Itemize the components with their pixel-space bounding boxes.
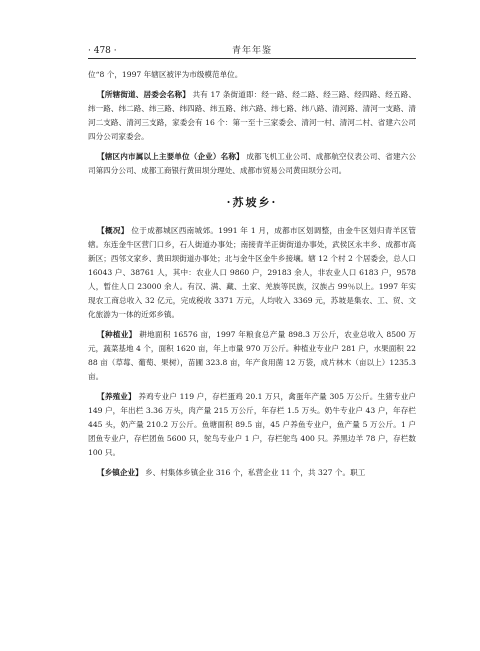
paragraph-text: 位“8 个，1997 年辖区被评为市级模范单位。 bbox=[88, 70, 243, 79]
entry-heading: 【概况】 bbox=[97, 226, 129, 235]
page-header bbox=[88, 44, 416, 59]
paragraph-text: 养鸡专业户 119 户，存栏蛋鸡 20.1 万只，禽蛋年产量 305 万公斤。生猪专业户 149 户，年出栏 3.36 万头，肉产量 215 万公斤，年存栏 1.5 万头。奶牛专业户 43 户，年存栏 445 头，奶产量 210.2 万公斤。鱼塘面积 89.5 亩，45 户养鱼专业户，鱼产量 5 万公斤。1 户团鱼专业户，存栏团鱼 5600 只，鸵鸟专业户 1 户，存栏鸵鸟 400 只。养黑边羊 78 户，存栏数 100 只。 bbox=[88, 392, 416, 457]
paragraph bbox=[88, 68, 416, 82]
entry-heading: 【所辖街道、居委会名称】 bbox=[97, 90, 190, 99]
entry-heading: 【乡镇企业】 bbox=[97, 468, 143, 477]
paragraph bbox=[88, 150, 416, 178]
running-head: 青年年鉴 bbox=[231, 46, 272, 56]
paragraph bbox=[88, 328, 416, 384]
entry-heading: 【辖区内市属以上主要单位（企业）名称】 bbox=[97, 152, 244, 161]
paragraph-text: 耕地面积 16576 亩，1997 年粮食总产量 898.3 万公斤，农业总收入 8500 万元，蔬菜基地 4 个，面积 1620 亩，年上市量 970 万公斤。种植业专业户 281 户，水果面积 2288 亩（草莓、葡萄、果树），苗圃 323.8 亩，年产食用菌 12 万袋，成片林木（亩以上）1235.3 亩。 bbox=[88, 330, 416, 381]
paragraph bbox=[88, 466, 416, 480]
section-title: ·苏坡乡· bbox=[226, 196, 278, 209]
paragraph bbox=[88, 390, 416, 460]
entry-heading: 【养殖业】 bbox=[97, 392, 136, 401]
page-body bbox=[88, 68, 416, 480]
page-number: · 478 · bbox=[88, 46, 117, 56]
entry-heading: 【种植业】 bbox=[97, 330, 137, 339]
paragraph-text: 乡、村集体乡镇企业 316 个，私营企业 11 个，共 327 个。职工 bbox=[145, 468, 366, 477]
paragraph-text: 共有 17 条街道即：经一路、经二路、经三路、经四路、经五路、纬一路、纬二路、纬三路、纬四路、纬五路、纬六路、纬七路、纬八路、清河路、清河一支路、清河二支路、清河三支路，家委会有 16 个：第一至十三家委会、清河一村、清河二村、省建六公司四分公司家委会。 bbox=[88, 90, 416, 141]
paragraph-text: 成都飞机工业公司、成都航空仪表公司、省建六公司第四分公司、成都工商银行黄田坝分理处、成都市贸易公司黄田坝分公司。 bbox=[88, 152, 416, 175]
paragraph bbox=[88, 88, 416, 144]
paragraph bbox=[88, 224, 416, 322]
paragraph-text: 位于成都城区西南城郊。1991 年 1 月，成都市区划调整，由金牛区划归青羊区管辖。东连金牛区营门口乡，石人街道办事处；南接青羊正街街道办事处，武侯区永丰乡、成都市高新区；西邻文家乡、黄田坝街道办事处；北与金牛区金牛乡接壤。辖 12 个村 2 个居委会，总人口 16043 户、38761 人，其中：农业人口 9860 户，29183 余人，非农业人口 6183 户，9578 人，暂住人口 23000 余人。有汉、满、藏、土家、羌族等民族，汉族占 99％以上。1997 年实现农工商总收入 32 亿元，完成税收 3371 万元，人均收入 3369 元，苏坡是集农、工、贸、文化旅游为一体的近郊乡镇。 bbox=[88, 226, 416, 319]
